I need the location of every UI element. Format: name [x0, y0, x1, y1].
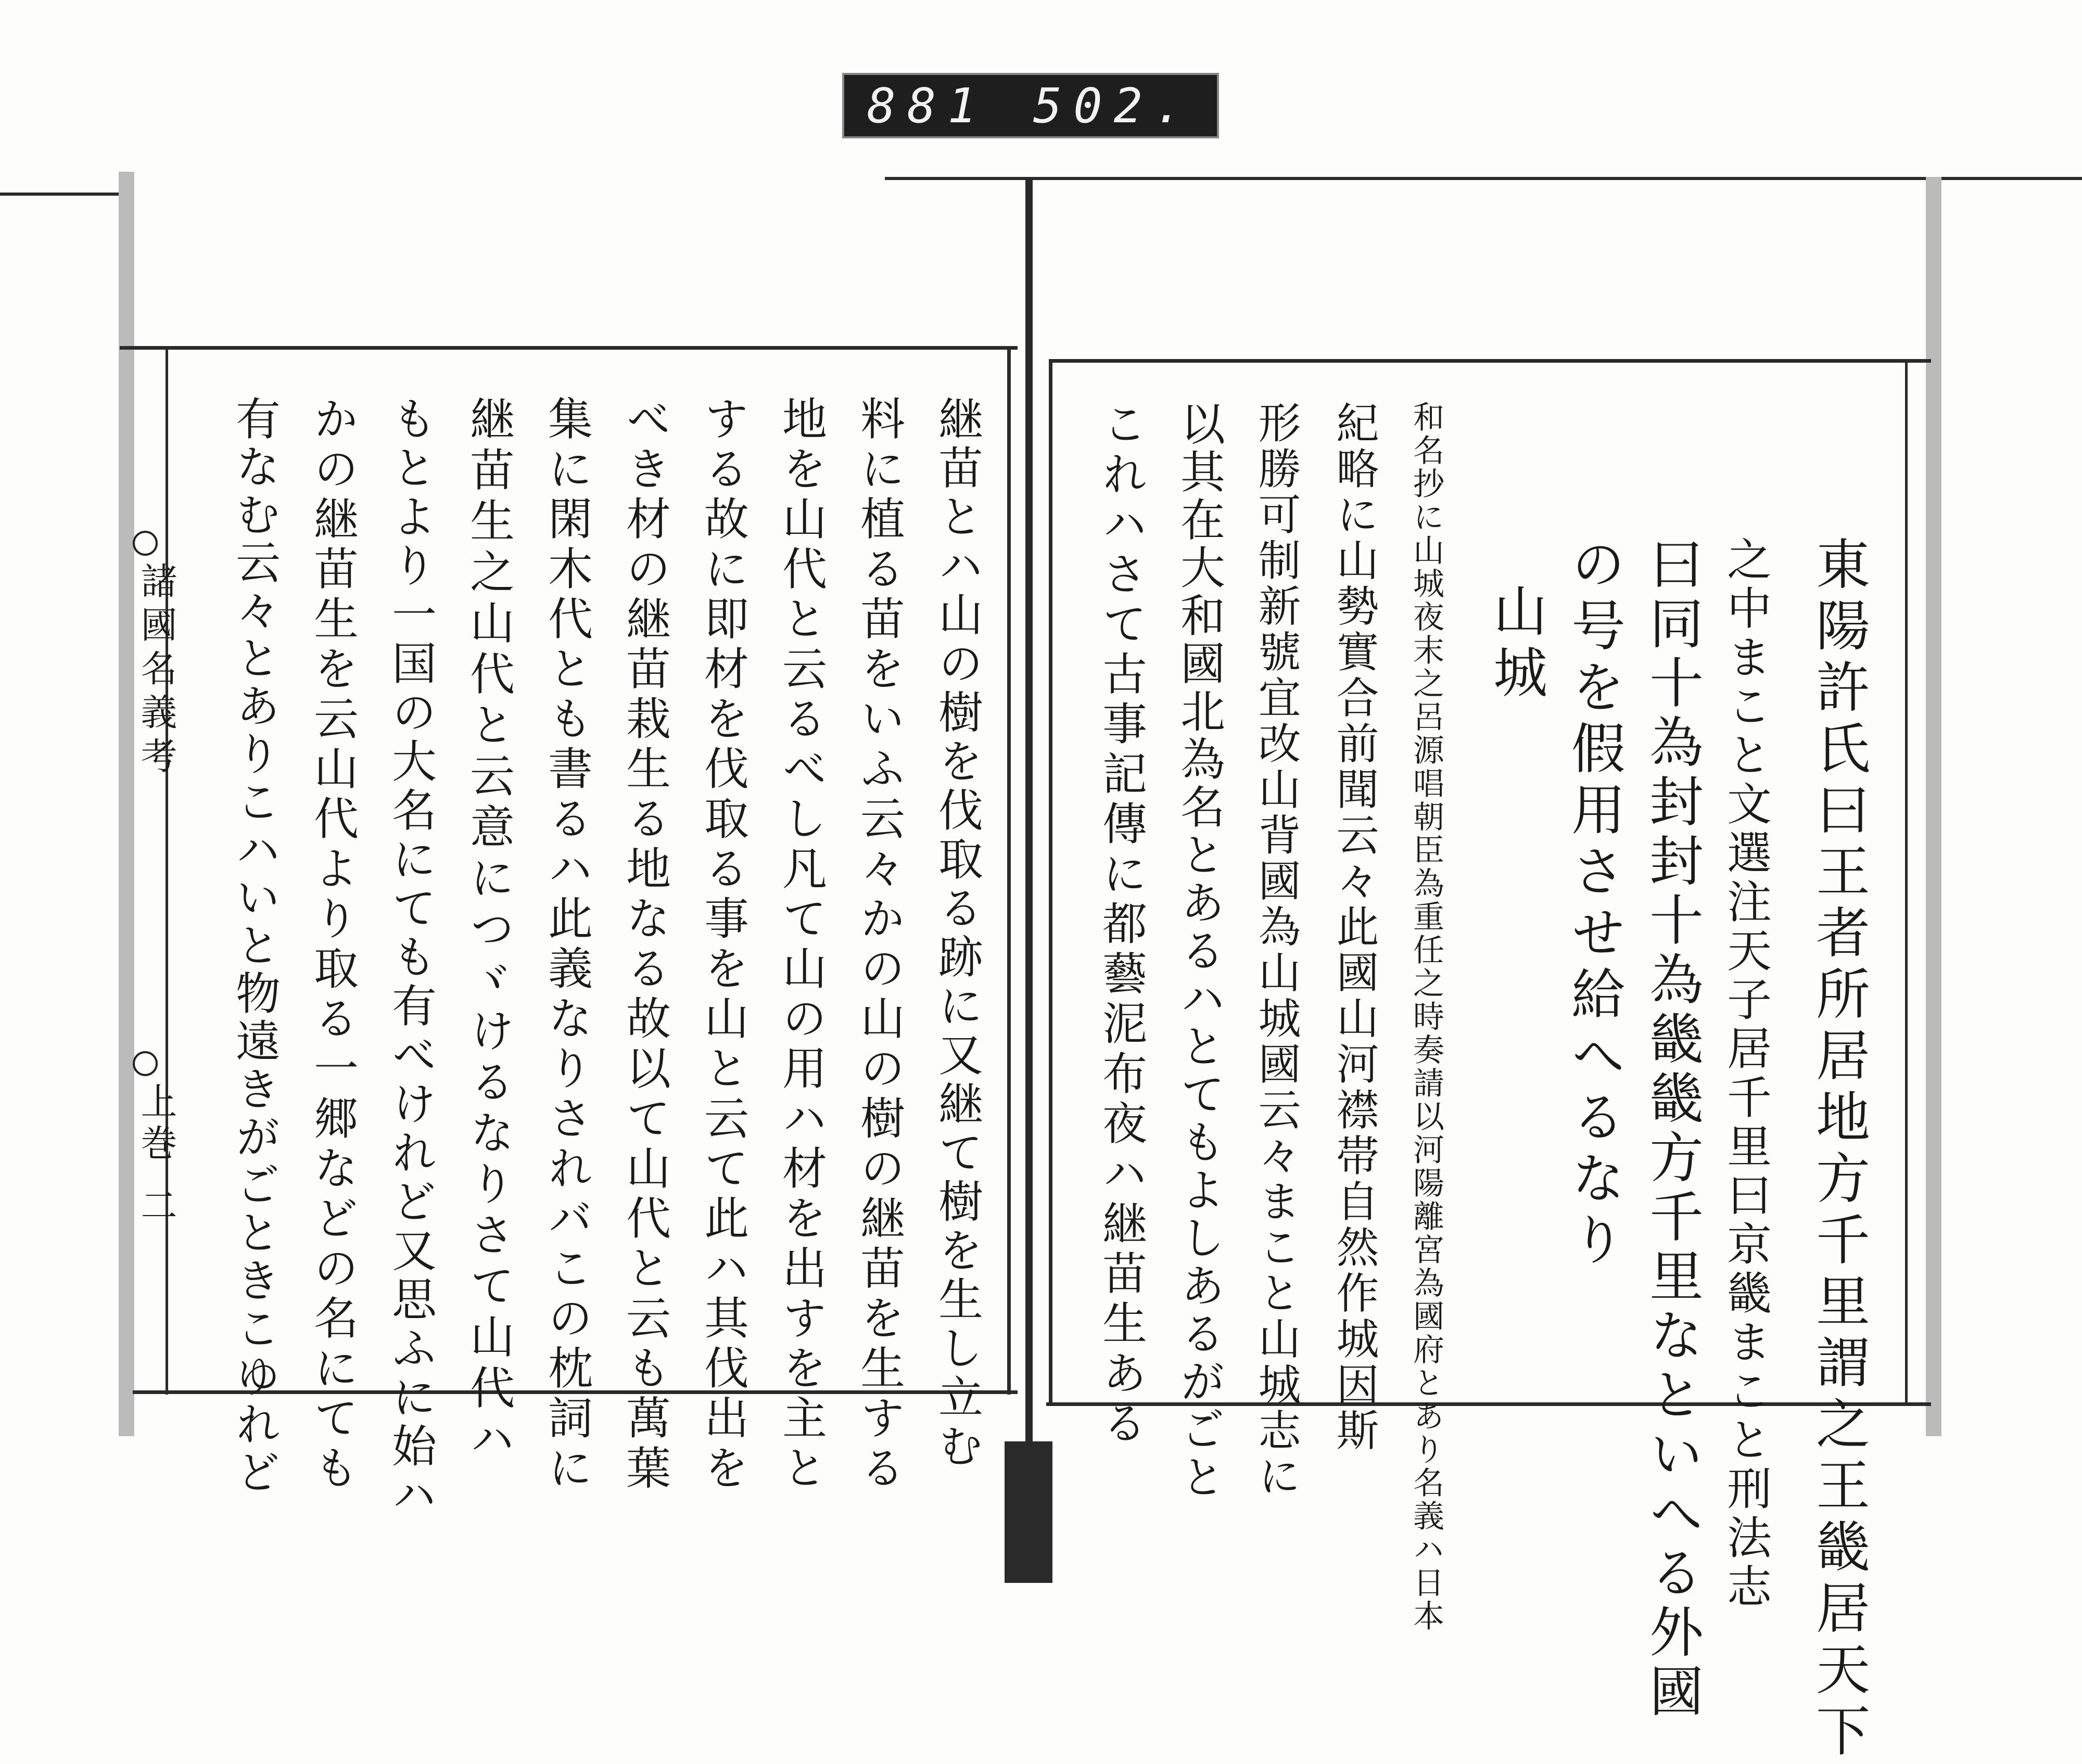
left-col-8: もとより一国の大名にても有べけれど又思ふに始ハ	[384, 395, 436, 1520]
right-col-10: これハさて古事記傳に都藝泥布夜ハ継苗生ある	[1095, 401, 1147, 1450]
right-page-frame-inner-right	[1905, 359, 1908, 1406]
binding-spine	[1005, 1441, 1052, 1583]
center-gutter	[1025, 177, 1033, 1447]
margin-circle-mark	[133, 531, 158, 556]
right-page-frame-left	[1049, 359, 1052, 1406]
left-col-6: 集に閑木代とも書るハ此義なりされバこの枕詞に	[540, 395, 592, 1494]
right-col-6: 和名抄に山城夜末之呂源唱朝臣為重任之時奏請以河陽離宮為國府とあり名義ハ日本	[1408, 401, 1444, 1633]
book-title: 諸國名義考	[135, 562, 177, 781]
right-col-4: の号を假用させ給へるなり	[1562, 536, 1626, 1273]
left-page-edge	[119, 172, 134, 1436]
left-col-5: べき材の継苗栽生る地なる故以て山代と云も萬葉	[618, 395, 670, 1494]
right-page-frame-top	[1051, 359, 1931, 363]
left-col-4: する故に即材を伐取る事を山と云て此ハ其伐出を	[696, 395, 748, 1494]
page-number: 二	[135, 1186, 177, 1227]
right-col-2: 之中まこと文選注天子居千里曰京畿まこと刑法志	[1719, 536, 1771, 1612]
right-col-8: 形勝可制新號宜改山背國為山城國云々まこと山城志に	[1251, 401, 1301, 1500]
left-col-2: 料に植る苗をいふ云々かの山の樹の継苗を生する	[853, 395, 905, 1494]
right-col-1: 東陽許氏曰王者所居地方千里謂之王畿居天下	[1807, 536, 1870, 1764]
right-page-edge	[1926, 177, 1941, 1436]
left-col-9: かの継苗生を云山代より取る一郷などの名にても	[306, 395, 358, 1494]
right-col-3: 曰同十為封封十為畿畿方千里なといへる外國	[1640, 536, 1704, 1722]
top-rule-left	[0, 193, 120, 196]
left-page-frame-top	[120, 346, 1018, 350]
right-col-9: 以其在大和國北為名とあるハとてもよしあるがごと	[1173, 401, 1225, 1502]
archive-label-right: 502.	[1033, 78, 1195, 134]
left-col-10: 有なむ云々とありこハいと物遠きがごときこゆれど	[228, 395, 280, 1497]
archive-label	[842, 73, 1219, 138]
margin-circle-mark	[133, 1051, 158, 1076]
archive-label-left: 881	[867, 78, 988, 134]
margin-title-block	[133, 531, 177, 843]
right-col-7: 紀略に山勢實合前聞云々此國山河襟帯自然作城因斯	[1329, 401, 1379, 1454]
top-rule-right	[885, 177, 2082, 180]
left-page-frame-right	[1007, 346, 1011, 1395]
margin-volume-block	[133, 1051, 177, 1363]
left-col-7: 継苗生之山代と云意につヾけるなりさて山代ハ	[462, 395, 514, 1466]
left-col-3: 地を山代と云るべし凡て山の用ハ材を出すを主と	[775, 395, 827, 1494]
right-section-heading: 山城	[1484, 583, 1547, 706]
volume-label: 上巻	[135, 1082, 177, 1166]
left-col-1: 継苗とハ山の樹を伐取る跡に又継て樹を生し立む	[931, 395, 983, 1472]
